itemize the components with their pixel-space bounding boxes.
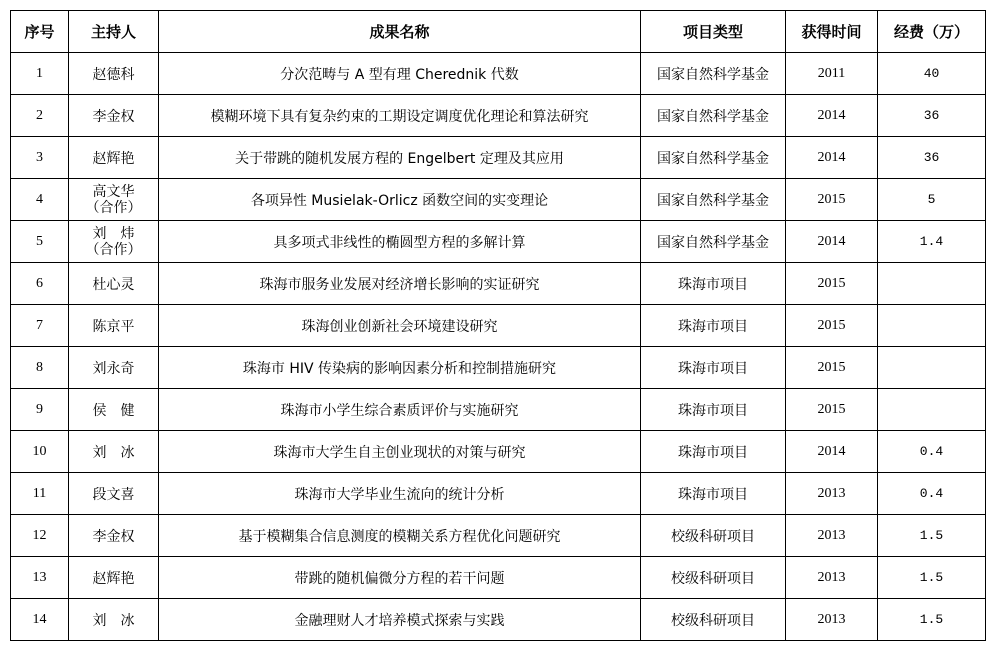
host-name-line: 刘永奇 <box>92 360 135 377</box>
cell-year: 2014 <box>786 431 878 473</box>
cell-index: 4 <box>11 179 69 221</box>
cell-index: 9 <box>11 389 69 431</box>
cell-index: 1 <box>11 53 69 95</box>
cell-year: 2014 <box>786 95 878 137</box>
cell-host <box>69 53 159 95</box>
cell-fund: 0.4 <box>878 431 986 473</box>
cell-type: 珠海市项目 <box>641 431 786 473</box>
table-row <box>11 431 986 473</box>
cell-type: 珠海市项目 <box>641 389 786 431</box>
cell-host <box>69 515 159 557</box>
cell-type: 校级科研项目 <box>641 515 786 557</box>
cell-fund: 1.5 <box>878 557 986 599</box>
cell-title: 具多项式非线性的椭圆型方程的多解计算 <box>159 221 641 263</box>
table-row <box>11 305 986 347</box>
host-name-line: 李金权 <box>92 108 135 125</box>
cell-type: 国家自然科学基金 <box>641 53 786 95</box>
cell-year: 2013 <box>786 515 878 557</box>
cell-year: 2013 <box>786 557 878 599</box>
cell-title: 珠海市服务业发展对经济增长影响的实证研究 <box>159 263 641 305</box>
header-fund: 经费（万） <box>878 11 986 53</box>
host-name-line: 刘 冰 <box>92 612 135 629</box>
document-page <box>10 10 986 641</box>
cell-title: 珠海市大学毕业生流向的统计分析 <box>159 473 641 515</box>
cell-host <box>69 599 159 641</box>
cell-index: 5 <box>11 221 69 263</box>
cell-host <box>69 347 159 389</box>
host-name-line: 刘 冰 <box>92 444 135 461</box>
cell-host <box>69 389 159 431</box>
cell-fund: 1.5 <box>878 515 986 557</box>
cell-title: 金融理财人才培养模式探索与实践 <box>159 599 641 641</box>
cell-host <box>69 179 159 221</box>
host-name-line: 侯 健 <box>92 402 135 419</box>
cell-title: 模糊环境下具有复杂约束的工期设定调度优化理论和算法研究 <box>159 95 641 137</box>
table-row <box>11 95 986 137</box>
cell-type: 珠海市项目 <box>641 473 786 515</box>
host-name-line: 赵辉艳 <box>92 150 135 167</box>
cell-type: 校级科研项目 <box>641 557 786 599</box>
host-name-line: 赵德科 <box>92 66 135 83</box>
table-row <box>11 515 986 557</box>
cell-fund: 5 <box>878 179 986 221</box>
table-row <box>11 53 986 95</box>
host-name-line: 杜心灵 <box>92 276 135 293</box>
table-row <box>11 263 986 305</box>
header-type: 项目类型 <box>641 11 786 53</box>
cell-fund: 36 <box>878 137 986 179</box>
cell-year: 2015 <box>786 305 878 347</box>
cell-fund <box>878 347 986 389</box>
host-name-line: 陈京平 <box>92 318 135 335</box>
host-name-line: 李金权 <box>92 528 135 545</box>
host-name-line: （合作） <box>85 241 142 258</box>
cell-index: 6 <box>11 263 69 305</box>
cell-type: 珠海市项目 <box>641 305 786 347</box>
cell-type: 国家自然科学基金 <box>641 179 786 221</box>
cell-title: 各项异性 Musielak-Orlicz 函数空间的实变理论 <box>159 179 641 221</box>
cell-host <box>69 95 159 137</box>
cell-year: 2014 <box>786 221 878 263</box>
cell-title: 分次范畴与 A 型有理 Cherednik 代数 <box>159 53 641 95</box>
cell-title: 珠海市 HIV 传染病的影响因素分析和控制措施研究 <box>159 347 641 389</box>
header-index: 序号 <box>11 11 69 53</box>
table-row <box>11 557 986 599</box>
cell-fund <box>878 263 986 305</box>
cell-type: 国家自然科学基金 <box>641 137 786 179</box>
cell-index: 13 <box>11 557 69 599</box>
cell-type: 国家自然科学基金 <box>641 95 786 137</box>
header-year: 获得时间 <box>786 11 878 53</box>
cell-year: 2011 <box>786 53 878 95</box>
host-name-line: 赵辉艳 <box>92 570 135 587</box>
cell-title: 珠海市大学生自主创业现状的对策与研究 <box>159 431 641 473</box>
table-header-row <box>11 11 986 53</box>
cell-type: 珠海市项目 <box>641 263 786 305</box>
cell-index: 3 <box>11 137 69 179</box>
table-row <box>11 389 986 431</box>
cell-host <box>69 473 159 515</box>
cell-fund: 40 <box>878 53 986 95</box>
cell-host <box>69 305 159 347</box>
cell-host <box>69 137 159 179</box>
host-name-line: 段文喜 <box>92 486 135 503</box>
header-title: 成果名称 <box>159 11 641 53</box>
cell-year: 2013 <box>786 473 878 515</box>
cell-fund: 1.4 <box>878 221 986 263</box>
cell-title: 珠海创业创新社会环境建设研究 <box>159 305 641 347</box>
table-row <box>11 179 986 221</box>
cell-index: 2 <box>11 95 69 137</box>
cell-fund: 1.5 <box>878 599 986 641</box>
cell-index: 14 <box>11 599 69 641</box>
table-row <box>11 221 986 263</box>
cell-type: 校级科研项目 <box>641 599 786 641</box>
cell-type: 国家自然科学基金 <box>641 221 786 263</box>
cell-fund <box>878 389 986 431</box>
host-name-line: 高文华 <box>92 183 135 200</box>
header-host: 主持人 <box>69 11 159 53</box>
cell-index: 10 <box>11 431 69 473</box>
cell-year: 2013 <box>786 599 878 641</box>
host-name-line: 刘 炜 <box>92 225 135 242</box>
host-name-line: （合作） <box>85 199 142 216</box>
cell-fund: 0.4 <box>878 473 986 515</box>
cell-host <box>69 557 159 599</box>
cell-fund <box>878 305 986 347</box>
table-row <box>11 473 986 515</box>
cell-year: 2015 <box>786 389 878 431</box>
cell-index: 7 <box>11 305 69 347</box>
cell-year: 2015 <box>786 179 878 221</box>
cell-host <box>69 431 159 473</box>
table-body <box>11 53 986 641</box>
table-row <box>11 137 986 179</box>
cell-index: 8 <box>11 347 69 389</box>
research-results-table <box>10 10 986 641</box>
cell-year: 2014 <box>786 137 878 179</box>
cell-title: 关于带跳的随机发展方程的 Engelbert 定理及其应用 <box>159 137 641 179</box>
cell-year: 2015 <box>786 263 878 305</box>
cell-title: 基于模糊集合信息测度的模糊关系方程优化问题研究 <box>159 515 641 557</box>
cell-fund: 36 <box>878 95 986 137</box>
table-row <box>11 599 986 641</box>
cell-index: 12 <box>11 515 69 557</box>
cell-type: 珠海市项目 <box>641 347 786 389</box>
cell-title: 带跳的随机偏微分方程的若干问题 <box>159 557 641 599</box>
table-row <box>11 347 986 389</box>
cell-host <box>69 221 159 263</box>
cell-host <box>69 263 159 305</box>
cell-index: 11 <box>11 473 69 515</box>
cell-year: 2015 <box>786 347 878 389</box>
cell-title: 珠海市小学生综合素质评价与实施研究 <box>159 389 641 431</box>
